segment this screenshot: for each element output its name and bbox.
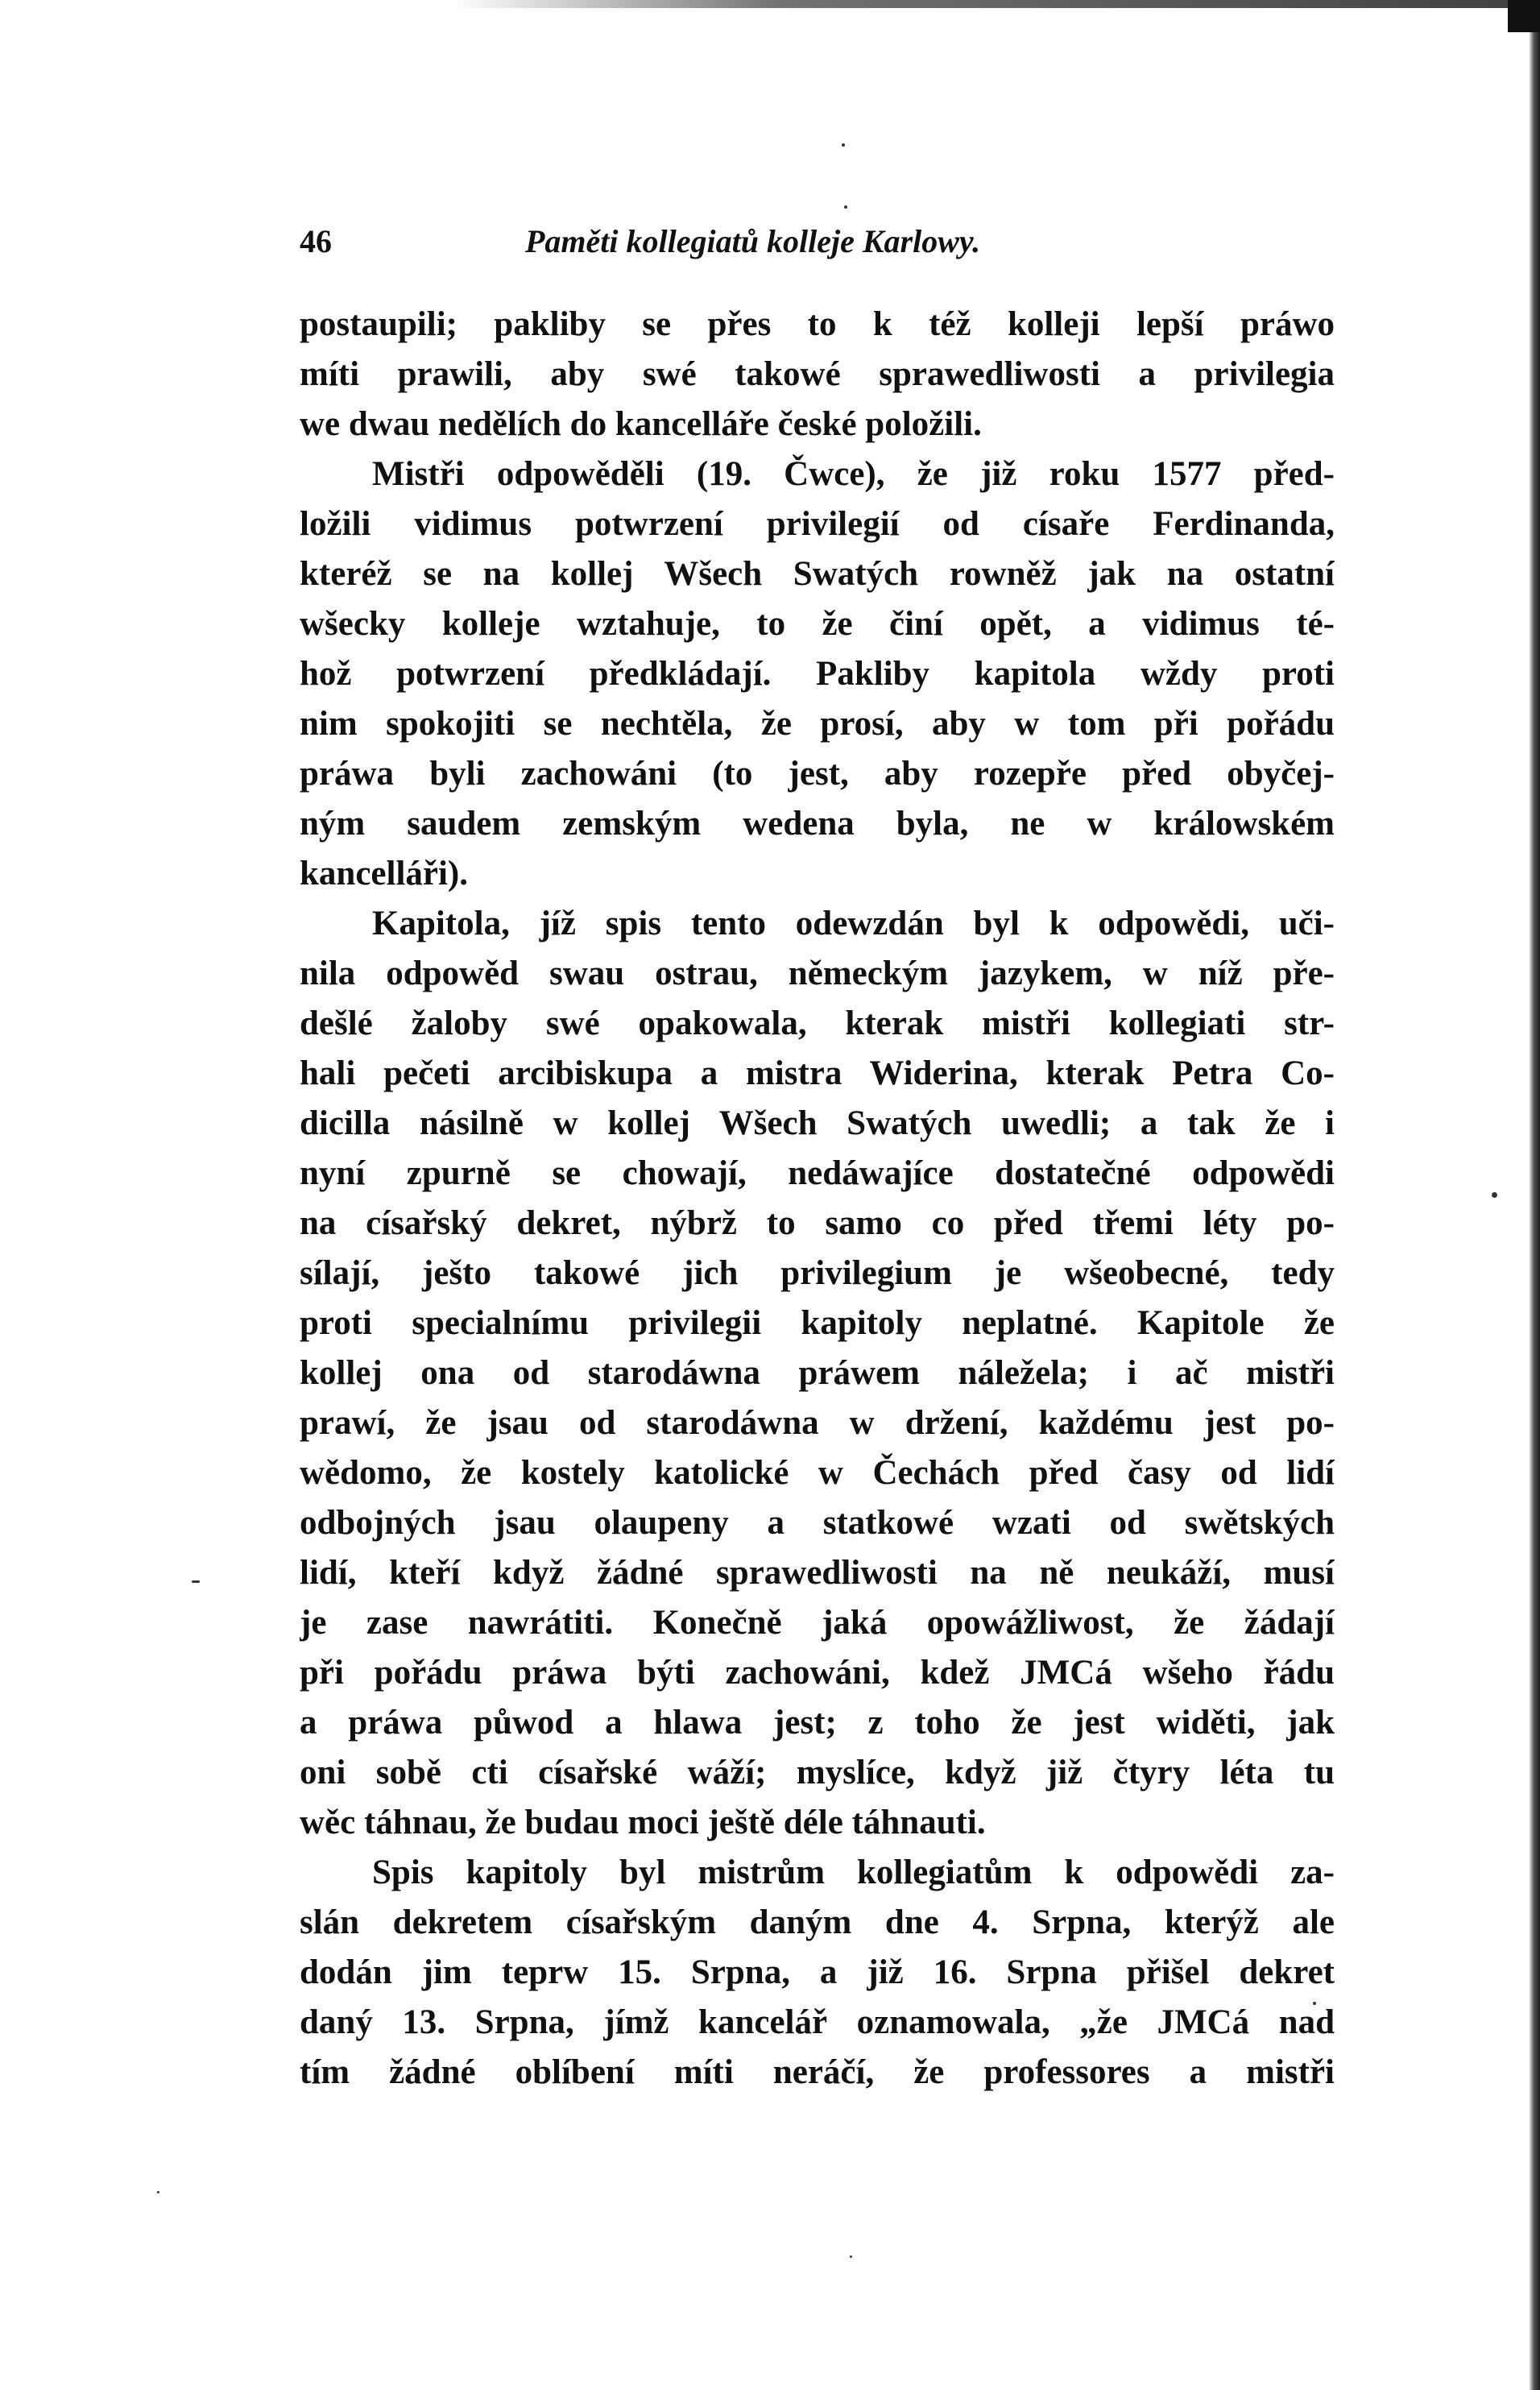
text-line: wšecky kolleje wztahuje, to že činí opět, a vidimus té-	[300, 605, 1335, 643]
text-line: kteréž se na kollej Wšech Swatých rowněž jak na ostatní	[300, 555, 1335, 593]
text-line: sílají, ješto takowé jich privilegium je wšeobecné, tedy	[300, 1254, 1335, 1292]
text-line: ložili vidimus potwrzení privilegií od císaře Ferdinanda,	[300, 505, 1335, 543]
page-number: 46	[300, 223, 332, 259]
text-line: proti specialnímu privilegii kapitoly neplatné. Kapitole že	[300, 1304, 1335, 1342]
text-line: odbojných jsau olaupeny a statkowé wzati od swětských	[300, 1504, 1335, 1542]
text-line: oni sobě cti císařské wáží; myslíce, když již čtyry léta tu	[300, 1754, 1335, 1791]
text-line: prawí, že jsau od starodáwna w držení, každému jest po-	[300, 1404, 1335, 1442]
text-line: ným saudem zemským wedena byla, ne w králowském	[300, 805, 1335, 843]
text-line: dešlé žaloby swé opakowala, kterak mistři kollegiati str-	[300, 1004, 1335, 1042]
text-line: na císařský dekret, nýbrž to samo co před třemi léty po-	[300, 1204, 1335, 1242]
text-line: lidí, kteří když žádné sprawedliwosti na ně neukáží, musí	[300, 1554, 1335, 1592]
body-text	[300, 300, 1335, 2098]
text-line: slán dekretem císařským daným dne 4. Srpna, kterýž ale	[300, 1903, 1335, 1941]
text-line: kollej ona od starodáwna práwem náležela; i ač mistři	[300, 1354, 1335, 1392]
text-line: práwa byli zachowáni (to jest, aby rozepře před obyčej-	[300, 755, 1335, 793]
dust-speck	[192, 1580, 200, 1583]
text-line: a práwa půwod a hlawa jest; z toho že jest widěti, jak	[300, 1704, 1335, 1742]
page-edge-shadow-top	[451, 0, 1538, 8]
text-line: wědomo, že kostely katolické w Čechách před časy od lidí	[300, 1454, 1335, 1492]
dust-speck	[157, 2191, 159, 2193]
text-line: Spis kapitoly byl mistrům kollegiatům k odpowědi za-	[372, 1854, 1335, 1891]
text-line: tím žádné oblíbení míti neráčí, že professores a mistři	[300, 2053, 1335, 2091]
text-line: dodán jim teprw 15. Srpna, a již 16. Srpna přišel dekret	[300, 1953, 1335, 1991]
running-title: Paměti kollegiatů kolleje Karlowy.	[525, 223, 981, 259]
text-line: kancelláři).	[300, 855, 468, 893]
dust-speck	[1492, 1192, 1497, 1198]
dust-speck	[850, 2255, 852, 2258]
text-line: nyní zpurně se chowají, nedáwajíce dostatečné odpowědi	[300, 1154, 1335, 1192]
text-line: daný 13. Srpna, jímž kancelář oznamowala, „že JMCá nad	[300, 2003, 1335, 2041]
text-line: míti prawili, aby swé takowé sprawedliwosti a privilegia	[300, 355, 1335, 393]
text-line: hož potwrzení předkládají. Pakliby kapitola wždy proti	[300, 655, 1335, 693]
dust-speck	[844, 205, 847, 209]
text-line: Mistři odpowěděli (19. Čwce), že již roku 1577 před-	[372, 455, 1335, 493]
running-head	[300, 217, 1335, 266]
text-line: hali pečeti arcibiskupa a mistra Widerina, kterak Petra Co-	[300, 1054, 1335, 1092]
text-line: při pořádu práwa býti zachowáni, kdež JMCá wšeho řádu	[300, 1654, 1335, 1692]
text-line: Kapitola, jíž spis tento odewzdán byl k odpowědi, uči-	[372, 905, 1335, 942]
dust-speck	[842, 143, 845, 147]
text-line: wěc táhnau, že budau moci ještě déle táhnauti.	[300, 1804, 986, 1841]
text-line: nila odpowěd swau ostrau, německým jazykem, w níž pře-	[300, 955, 1335, 992]
text-line: je zase nawrátiti. Konečně jaká opowážliwost, že žádají	[300, 1604, 1335, 1642]
page-corner-shadow	[1508, 0, 1540, 32]
text-line: postaupili; pakliby se přes to k též kolleji lepší práwo	[300, 305, 1335, 343]
text-line: nim spokojiti se nechtěla, že prosí, aby w tom při pořádu	[300, 705, 1335, 743]
text-line: dicilla násilně w kollej Wšech Swatých uwedli; a tak že i	[300, 1104, 1335, 1142]
text-line: we dwau nedělích do kancelláře české položili.	[300, 405, 982, 443]
page-edge-shadow-right	[1529, 0, 1540, 2390]
